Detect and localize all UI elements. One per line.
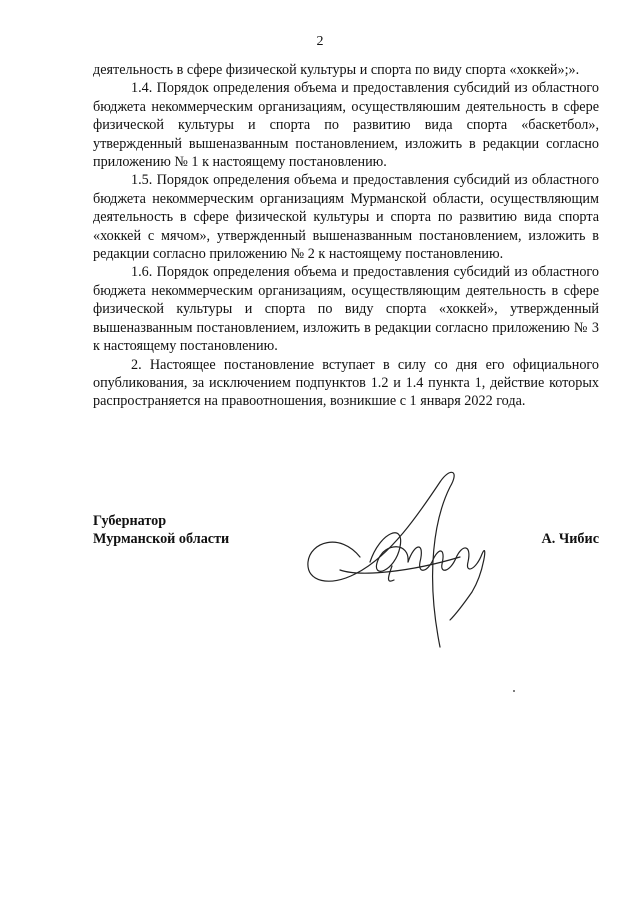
signatory-title-line1: Губернатор bbox=[93, 513, 167, 529]
paragraph-continuation: деятельность в сфере физической культуры и спорта по виду спорта «хоккей»;». bbox=[93, 62, 580, 78]
signatory-title-line2: Мурманской области bbox=[93, 531, 230, 548]
scan-speck bbox=[513, 690, 515, 692]
paragraph-1-4: 1.4. Порядок определения объема и предоставления субсидий из областного бюджета некоммерческим организациям, осуществляюшим деятельность в сфере физической культуры и спорта по развитию вида спорта «баскетбол», утвержденный вышеназванным постановлением, изложить в редакции согласно приложению № 1 к настоящему постановлению. bbox=[93, 80, 599, 171]
document-body bbox=[93, 61, 599, 411]
paragraph-1-6: 1.6. Порядок определения объема и предоставления субсидий из областного бюджета некоммерческим организациям, осуществляющим деятельность в сфере физической культуры и спорта по виду спорта «хоккей», утвержденный вышеназванным постановлением, изложить в редакции согласно приложению № 3 к настоящему постановлению. bbox=[93, 264, 599, 355]
page-number: 2 bbox=[316, 34, 324, 49]
signatory-name: А. Чибис bbox=[541, 531, 599, 547]
paragraph-2: 2. Настоящее постановление вступает в силу со дня его официального опубликования, за исключением подпунктов 1.2 и 1.4 пункта 1, действие которых распространяется на правоотношения, возникшие с 1 января 2022 года. bbox=[93, 356, 599, 410]
signatory-title bbox=[93, 512, 229, 549]
handwritten-signature bbox=[300, 462, 530, 652]
paragraph-1-5: 1.5. Порядок определения объема и предоставления субсидий из областного бюджета некоммерческим организациям Мурманской области, осуществляющим деятельность в сфере физической культуры и спорта по развитию вида спорта «хоккей с мячом», утвержденный вышеназванным постановлением, изложить в редакции согласно приложению № 2 к настоящему постановлению. bbox=[93, 172, 599, 263]
